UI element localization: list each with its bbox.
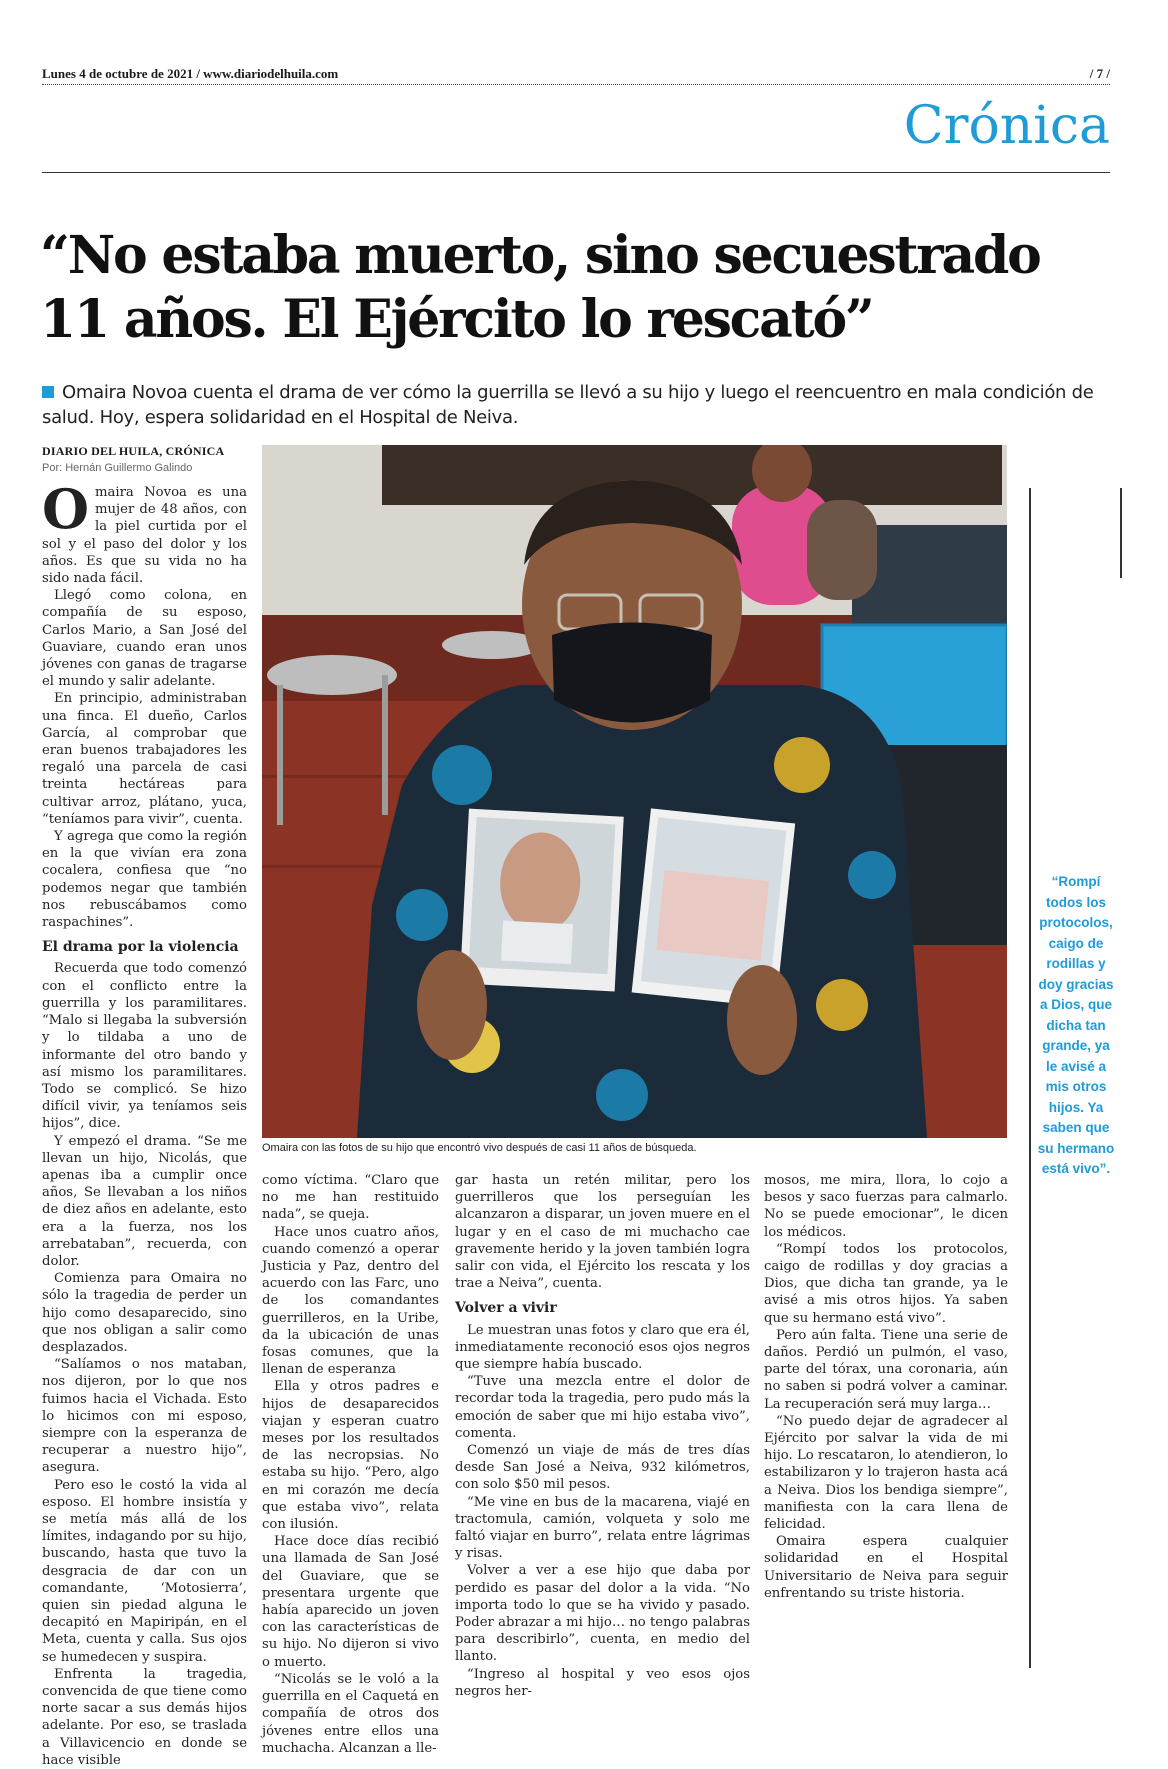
- column-3: [455, 1172, 750, 1700]
- paragraph: Hace unos cuatro años, cuando comenzó a operar Justicia y Paz, dentro del acuerdo con las Farc, uno de los comandantes guerrilleros, en la Uribe, da la ubicación de unas fosas comunes, que la llenan de esperanza: [262, 1224, 439, 1378]
- paragraph: Comienza para Omaira no sólo la tragedia de perder un hijo como desaparecido, sino que nos obligan a salir como desplazados.: [42, 1271, 247, 1355]
- paragraph: Comenzó un viaje de más de tres días desde San José a Neiva, 932 kilómetros, con solo $50 mil pesos.: [455, 1443, 750, 1493]
- paragraph: Recuerda que todo comenzó con el conflicto entre la guerrilla y los paramilitares. “Malo si llegaba la subversión y lo tildaba a uno de informante del otro bando y así mismo los paramilitares. Todo se complicó. Se hizo difícil vivir, ya teníamos seis hijos”, dice.: [42, 961, 247, 1132]
- paragraph: Pero aún falta. Tiene una serie de daños. Perdió un pulmón, el vaso, parte del tórax, una coronaria, aún no saben si podrá volver a caminar. La recuperación será muy larga…: [764, 1327, 1008, 1412]
- paragraph: Llegó como colona, en compañía de su esposo, Carlos Mario, a San José del Guaviare, cuando eran unos jóvenes con ganas de tragarse el mundo y salir adelante.: [42, 588, 247, 690]
- sidebar-divider-right: [1120, 488, 1122, 578]
- paragraph: Ella y otros padres e hijos de desaparecidos viajan y esperan cuatro meses por los resultados de las necropsias. No estaba su hijo. “Pero, algo en mi corazón me decía que estaba vivo”, relata con ilusión.: [262, 1379, 439, 1533]
- deck-bullet-square: [42, 386, 54, 398]
- drop-cap: O: [42, 477, 90, 541]
- dateline: Lunes 4 de octubre de 2021 / www.diariodelhuila.com: [42, 66, 339, 81]
- paragraph: Y agrega que como la región en la que vivían era zona cocalera, confiesa que “no podemos negar que también nos rebuscábamos como raspachines”.: [42, 829, 247, 931]
- section-title: Crónica: [903, 96, 1110, 156]
- paragraph: como víctima. “Claro que no me han restituido nada”, se queja.: [262, 1173, 439, 1223]
- pull-quote: “Rompí todos los protocolos, caigo de rodillas y doy gracias a Dios, que dicha tan grande, ya le avisé a mis otros hijos. Ya saben que su hermano está vivo”.: [1037, 874, 1115, 1176]
- photo-caption: Omaira con las fotos de su hijo que encontró vivo después de casi 11 años de búsqueda.: [262, 1142, 697, 1154]
- byline-source: DIARIO DEL HUILA, CRÓNICA: [42, 444, 225, 458]
- headline-line-2: 11 años. El Ejército lo rescató”: [40, 289, 873, 350]
- paragraph: gar hasta un retén militar, pero los guerrilleros que los perseguían les alcanzaron a disparar, un joven muere en el lugar y en el caso de mi muchacho cae gravemente herido y la joven también logra salir con vida, el Ejército los rescata y los trae a Neiva”, cuenta.: [455, 1173, 750, 1292]
- top-divider: [42, 84, 1110, 85]
- paragraph: “Ingreso al hospital y veo esos ojos negros her-: [455, 1666, 750, 1699]
- subhead-volver-a-vivir: Volver a vivir: [455, 1300, 557, 1317]
- paragraph: Y empezó el drama. “Se me llevan un hijo, Nicolás, que apenas iba a cumplir once años, Se llevaban a los niños de diez años en adelante, esto era a la fuerza, nos los arrebataban”, recuerda, con dolor.: [42, 1133, 247, 1269]
- section-divider: [42, 172, 1110, 173]
- deck-text: Omaira Novoa cuenta el drama de ver cómo la guerrilla se llevó a su hijo y luego el reencuentro en mala condición de salud. Hoy, espera solidaridad en el Hospital de Neiva.: [42, 382, 1094, 428]
- paragraph: Hace doce días recibió una llamada de San José del Guaviare, que se presentara urgente que había aparecido un joven con las características de su hijo. No dijeron si vivo o muerto.: [262, 1534, 439, 1670]
- headline: [40, 224, 1120, 352]
- paragraph: “Me vine en bus de la macarena, viajé en tractomula, camión, volqueta y solo me faltó viajar en burro”, relata entre lágrimas y risas.: [455, 1494, 750, 1562]
- deck: [42, 380, 1122, 430]
- headline-line-1: “No estaba muerto, sino secuestrado: [40, 225, 1040, 286]
- paragraph: “Salíamos o nos mataban, nos dijeron, por lo que nos fuimos hacia el Vichada. Esto lo hicimos con mi esposo, siempre con la esperanza de recuperar a nuestro hijo”, asegura.: [42, 1357, 247, 1476]
- paragraph: Enfrenta la tragedia, convencida de que tiene como norte sacar a sus demás hijos adelante. Por eso, se traslada a Villavicencio en donde se hace visible: [42, 1666, 247, 1768]
- paragraph: “Tuve una mezcla entre el dolor de recordar toda la tragedia, pero pudo más la emoción de saber que mi hijo estaba vivo”, comenta.: [455, 1374, 750, 1441]
- paragraph: Volver a ver a ese hijo que daba por perdido es pasar del dolor a la vida. “No importa todo lo que se ha vivido y pasado. Poder abrazar a mi hijo… no tengo palabras para describirlo”, cuenta, en medio del llanto.: [455, 1563, 750, 1665]
- paragraph: “Nicolás se le voló a la guerrilla en el Caquetá en compañía de otros dos jóvenes entre ellos una muchacha. Alcanzan a lle-: [262, 1671, 439, 1756]
- paragraph: “Rompí todos los protocolos, caigo de rodillas y doy gracias a Dios, que dicha tan grande, ya le avisé a mis otros hijos. Ya saben que su hermano está vivo”.: [764, 1241, 1008, 1326]
- paragraph: mosos, me mira, llora, lo cojo a besos y saco fuerzas para calmarlo. No se puede emocionar”, le dicen los médicos.: [764, 1173, 1008, 1240]
- page-number: / 7 /: [1089, 66, 1110, 81]
- byline-author: Por: Hernán Guillermo Galindo: [42, 462, 193, 474]
- sidebar-divider: [1029, 488, 1031, 1668]
- paragraph: “No puedo dejar de agradecer al Ejército por salvar la vida de mi hijo. Lo rescataron, lo atendieron, lo estabilizaron y lo trajeron hasta acá a Neiva. Dios los bendiga siempre”, manifiesta con la cara llena de felicidad.: [764, 1413, 1008, 1533]
- paragraph: Pero eso le costó la vida al esposo. El hombre insistía y se metía más allá de los límites, indagando por su hijo, buscando, hasta que tuvo la desgracia de dar con un comandante, ‘Motosierra’, quien sin piedad alguna le decapitó en Mapiripán, en el Meta, cuenta y calla. Sus ojos se humedecen y suspira.: [42, 1477, 247, 1665]
- column-2: [262, 1172, 439, 1757]
- article-photo: [262, 445, 1007, 1138]
- subhead-violence: El drama por la violencia: [42, 939, 239, 956]
- paragraph: Le muestran unas fotos y claro que era él, inmediatamente reconoció esos ojos negros que siempre había buscado.: [455, 1322, 750, 1373]
- column-4: [764, 1172, 1008, 1602]
- paragraph: En principio, administraban una finca. El dueño, Carlos García, al comprobar que eran buenos trabajadores les regaló una parcela de casi treinta hectáreas para cultivar arroz, plátano, yuca, “teníamos para vivir”, cuenta.: [42, 691, 247, 827]
- paragraph: Omaira Novoa es una mujer de 48 años, con la piel curtida por el sol y el paso del dolor y los años. Es que su vida no ha sido nada fácil.: [42, 477, 247, 587]
- paragraph: Omaira espera cualquier solidaridad en el Hospital Universitario de Neiva para seguir enfrentando su triste historia.: [764, 1534, 1008, 1601]
- column-1: [42, 477, 247, 1769]
